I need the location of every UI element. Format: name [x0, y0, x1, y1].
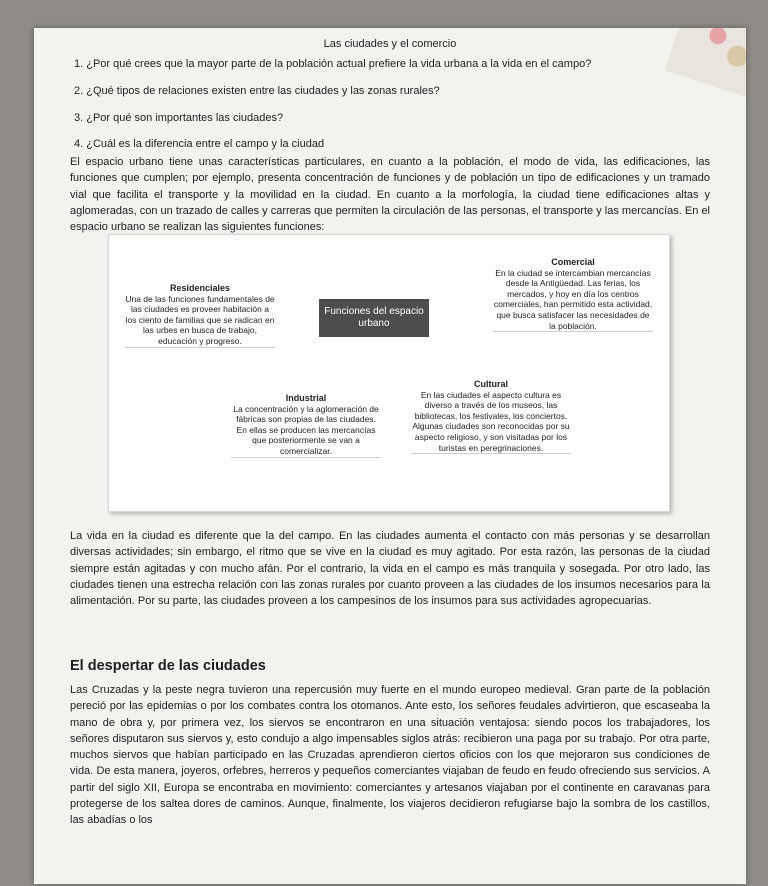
question-1: 1. ¿Por qué crees que la mayor parte de la población actual prefiere la vida urbana a la vida en el campo?	[74, 58, 592, 70]
center-label: Funciones del espacio urbano	[319, 299, 429, 337]
comercial-text: En la ciudad se intercambian mercancías desde la Antigüedad. Las ferias, los mercados, y hoy en día los centros comerciales, han permitido esta actividad, que busca satisfacer las necesidades de la población.	[493, 267, 653, 331]
question-4: 4. ¿Cuál es la diferencia entre el campo y la ciudad	[74, 138, 325, 150]
urban-functions-diagram	[108, 234, 670, 512]
residenciales-box	[125, 283, 275, 348]
question-3: 3. ¿Por qué son importantes las ciudades?	[74, 112, 284, 124]
cultural-text: En las ciudades el aspecto cultura es diverso a través de los museos, las bibliotecas, los festivales, los conciertos. Algunas ciudades son reconocidas por su aspecto religioso, y son visitadas por los turistas en peregrinaciones.	[412, 389, 570, 453]
industrial-box	[231, 393, 381, 458]
cultural-heading: Cultural	[473, 379, 508, 389]
document-page	[34, 28, 746, 884]
section-paragraph: Las Cruzadas y la peste negra tuvieron una repercusión muy fuerte en el mundo europeo medieval. Gran parte de la población pereció por las epidemias o por los combates contra los otomanos. Ante esto, los señores feudales advirtieron, que escaseaba la mano de obra y, por primera vez, los siervos se encontraron en una situación ventajosa: siendo pocos los trabajadores, los señores disputaron sus siervos y, esto condujo a algo impensables siglos atrás: recibieron una paga por su trabajo. Por otra parte, muchos siervos que habían participado en las Cruzadas aprendieron ciertos oficios con los que mejoraron sus condiciones de vida. De esta manera, joyeros, orfebres, herreros y pequeños comerciantes viajaban de feudo en feudo ofreciendo sus servicios. A partir del siglo XII, Europa se encontraba en movimiento: comerciantes y artesanos viajaban por el continente en caravanas para protegerse de los saltea dores de caminos. Aunque, finalmente, los viajeros decidieron refugiarse bajo la sombra de los castillos, las abadías o los	[70, 684, 710, 827]
residenciales-heading: Residenciales	[169, 283, 231, 293]
section-heading: El despertar de las ciudades	[70, 658, 266, 674]
intro-paragraph: El espacio urbano tiene unas características particulares, en cuanto a la población, el modo de vida, las edificaciones, las funciones que cumplen; por ejemplo, presenta concentración de funciones y de población un tipo de edificaciones y un tramado vial que facilita el transporte y la movilidad en la ciudad. En cuanto a la morfología, la ciudad tiene edificaciones altas y aglomeradas, con un trazado de calles y carreras que permiten la circulación de las personas, el transporte y las mercancías. En el espacio urbano se realizan las siguientes funciones:	[70, 156, 710, 234]
question-2: 2. ¿Qué tipos de relaciones existen entre las ciudades y las zonas rurales?	[74, 85, 440, 97]
body-paragraph: La vida en la ciudad es diferente que la del campo. En las ciudades aumenta el contacto con más personas y se desarrollan diversas actividades; sin embargo, el ritmo que se vive en la ciudad es muy agitado. Por esta razón, las personas de la ciudad siempre están agitadas y con mucho afán. Por el contrario, la vida en el campo es más tranquila y sosegada. Por otro lado, las ciudades tienen una estrecha relación con las zonas rurales por cuanto proveen a las ciudades de los insumos necesarios para la alimentación. Por su parte, las ciudades proveen a los campesinos de los insumos para sus actividades agropecuarias.	[70, 530, 710, 608]
cultural-box	[411, 379, 571, 454]
comercial-box	[493, 257, 653, 332]
page-title: Las ciudades y el comercio	[323, 38, 457, 50]
comercial-heading: Comercial	[551, 257, 595, 267]
industrial-text: La concentración y la aglomeración de fábricas son propias de las ciudades. En ellas se producen las mercancías que posteriormente se van a comercializar.	[233, 403, 379, 456]
industrial-heading: Industrial	[285, 393, 327, 403]
residenciales-text: Una de las funciones fundamentales de las ciudades es proveer habitación a los ciento de familias que se radican en las urbes en busca de trabajo, educación y progreso.	[125, 293, 275, 346]
